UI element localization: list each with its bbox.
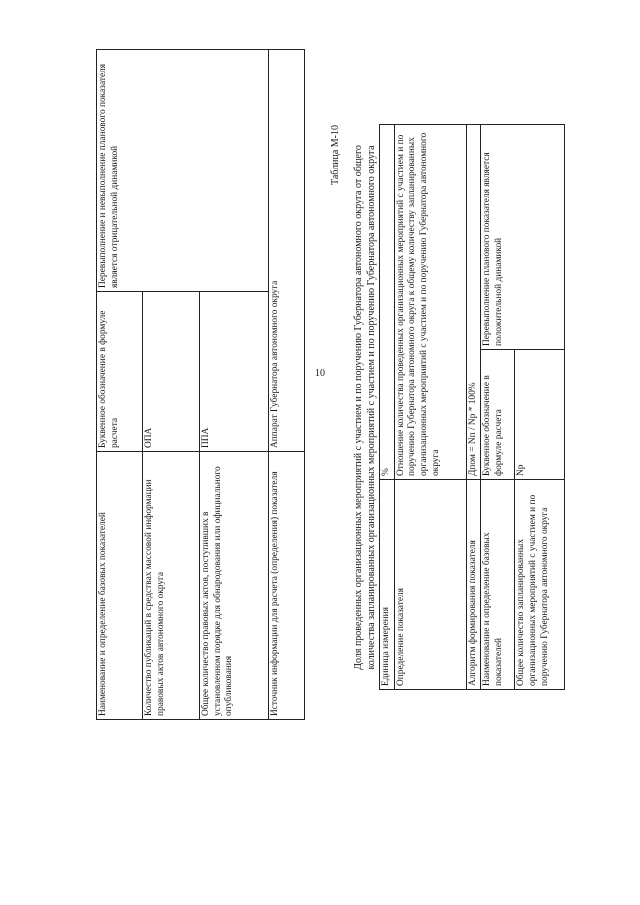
table-cell: Общее количество запланированных организационных мероприятий с участием и по поручению Губернатора автономного округа: [515, 480, 565, 690]
table-cell: Перевыполнение и невыполнение планового показателя является отрицательной динамикой: [97, 50, 269, 292]
table-cell: Наименование и определение базовых показателей: [481, 480, 515, 690]
table-cell: Алгоритм формирования показателя: [466, 480, 481, 690]
table-cell: Перевыполнение планового показателя является положительной динамикой: [481, 125, 565, 350]
table-cell: Наименование и определение базовых показателей: [97, 452, 143, 720]
table-cell: Аппарат Губернатора автономного округа: [269, 50, 305, 452]
table-cell: Единица измерения: [380, 480, 395, 690]
table-cell: Определение показателя: [394, 480, 466, 690]
table-row: [466, 125, 481, 690]
table-cell: %: [380, 125, 395, 480]
table-cell: Общее количество правовых актов, поступивших в установленном порядке для обнародования или официального опубликования: [200, 452, 269, 720]
table-row: [394, 125, 466, 690]
table-cell: ППА: [200, 292, 269, 452]
table-cell: Источник информации для расчета (определения) показателя: [269, 452, 305, 720]
table-row: [269, 50, 305, 720]
table-cell: Дпом = Nп / Nр * 100%: [466, 125, 481, 480]
table-cell: Nр: [515, 350, 565, 480]
table-cell: Буквенное обозначение в формуле расчета: [97, 292, 143, 452]
table-row: [481, 125, 515, 690]
table-title: Доля проведенных организационных мероприятий с участием и по поручению Губернатора автономного округа от общего количества запланированных организационных мероприятий с участием и по поручению Губернатора автономного округа: [353, 145, 377, 670]
table-cell: Отношение количества проведенных организационных мероприятий с участием и по поручению Губернатора автономного округа к общему количеству запланированных организационных мероприятий с участием и по поручению Губернатора автономного округа: [394, 125, 466, 480]
table-row: [97, 50, 143, 720]
table-cell: Количество публикаций в средствах массовой информации правовых актов автономного округа: [143, 452, 200, 720]
table-cell: Буквенное обозначение в формуле расчета: [481, 350, 515, 480]
continuation-table-block: [96, 50, 305, 720]
table-m10: [379, 124, 565, 690]
table-row: [380, 125, 395, 690]
continuation-table: [96, 49, 305, 720]
page-number: 10: [315, 368, 325, 379]
table-m10-block: [330, 125, 565, 690]
table-cell: ОПА: [143, 292, 200, 452]
table-label: Таблица М-10: [330, 125, 341, 185]
